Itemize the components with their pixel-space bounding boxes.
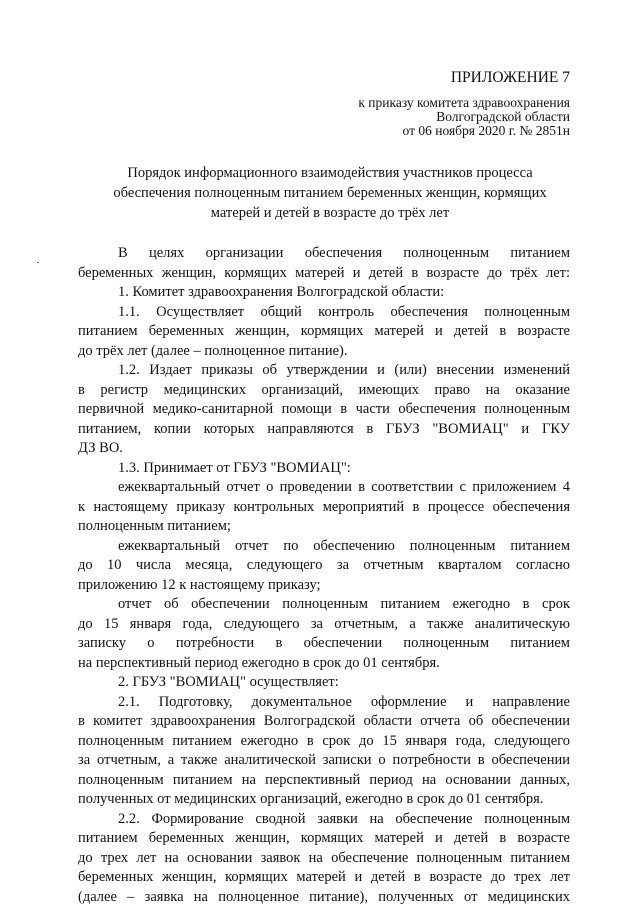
body-line: 1.1. Осуществляет общий контроль обеспечения полноценным	[78, 303, 570, 323]
body-line: 1. Комитет здравоохранения Волгоградской области:	[78, 283, 570, 303]
body-line: полноценным питанием на перспективный период на основании данных,	[78, 771, 570, 791]
body-line: (далее – заявка на полноценное питание), полученных от медицинских	[78, 888, 570, 907]
body-line: питанием, копии которых направляются в ГБУЗ "ВОМИАЦ" и ГКУ	[78, 420, 570, 440]
body-line: питанием беременных женщин, кормящих матерей и детей в возрасте	[78, 829, 570, 849]
body-line: 2. ГБУЗ "ВОМИАЦ" осуществляет:	[78, 673, 570, 693]
body-line: 2.2. Формирование сводной заявки на обеспечение полноценным	[78, 810, 570, 830]
body-line: за отчетным, а также аналитической записки о потребности в обеспечении	[78, 751, 570, 771]
body-line: 1.2. Издает приказы об утверждении и (или) внесении изменений	[78, 361, 570, 381]
body-line: до 15 января года, следующего за отчетным, а также аналитическую	[78, 615, 570, 635]
body-line: 2.1. Подготовку, документальное оформление и направление	[78, 693, 570, 713]
body-line: до трёх лет (далее – полноценное питание).	[78, 342, 570, 362]
body-line: питанием беременных женщин, кормящих матерей и детей в возрасте	[78, 322, 570, 342]
body-line: до трех лет на основании заявок на обеспечение полноценным питанием	[78, 849, 570, 869]
body-line: беременных женщин, кормящих матерей и детей в возрасте до трёх лет:	[78, 264, 570, 284]
body-line: в комитет здравоохранения Волгоградской области отчета об обеспечении	[78, 712, 570, 732]
scan-speck	[37, 262, 39, 263]
body-line: ежеквартальный отчет о проведении в соответствии с приложением 4	[78, 478, 570, 498]
region-name: Волгоградской области	[358, 110, 570, 124]
title-line: матерей и детей в возрасте до трёх лет	[80, 203, 580, 223]
body-line: полноценным питанием ежегодно в срок до 15 января года, следующего	[78, 732, 570, 752]
body-line: отчет об обеспечении полноценным питанием ежегодно в срок	[78, 595, 570, 615]
body-line: приложению 12 к настоящему приказу;	[78, 576, 570, 596]
body-line: записку о потребности в обеспечении полноценным питанием	[78, 634, 570, 654]
body-line: в регистр медицинских организаций, имеющих право на оказание	[78, 381, 570, 401]
body-line: к настоящему приказу контрольных мероприятий в процессе обеспечения	[78, 498, 570, 518]
body-line: первичной медико-санитарной помощи в части обеспечения полноценным	[78, 400, 570, 420]
body-line: ДЗ ВО.	[78, 439, 570, 459]
body-line: до 10 числа месяца, следующего за отчетным кварталом согласно	[78, 556, 570, 576]
document-body	[78, 244, 570, 907]
body-line: полученных от медицинских организаций, ежегодно в срок до 01 сентября.	[78, 790, 570, 810]
order-date-number: от 06 ноября 2020 г. № 2851н	[358, 124, 570, 138]
body-line: 1.3. Принимает от ГБУЗ "ВОМИАЦ":	[78, 459, 570, 479]
body-line: ежеквартальный отчет по обеспечению полноценным питанием	[78, 537, 570, 557]
appendix-label: ПРИЛОЖЕНИЕ 7	[358, 68, 570, 88]
body-line: полноценным питанием;	[78, 517, 570, 537]
appendix-header	[358, 68, 570, 138]
body-line: беременных женщин, кормящих матерей и детей в возрасте до трех лет	[78, 868, 570, 888]
body-line: на перспективный период ежегодно в срок до 01 сентября.	[78, 654, 570, 674]
order-reference: к приказу комитета здравоохранения	[358, 96, 570, 110]
title-line: Порядок информационного взаимодействия участников процесса	[80, 163, 580, 183]
body-line: В целях организации обеспечения полноценным питанием	[78, 244, 570, 264]
document-title	[80, 163, 580, 223]
title-line: обеспечения полноценным питанием беременных женщин, кормящих	[80, 183, 580, 203]
